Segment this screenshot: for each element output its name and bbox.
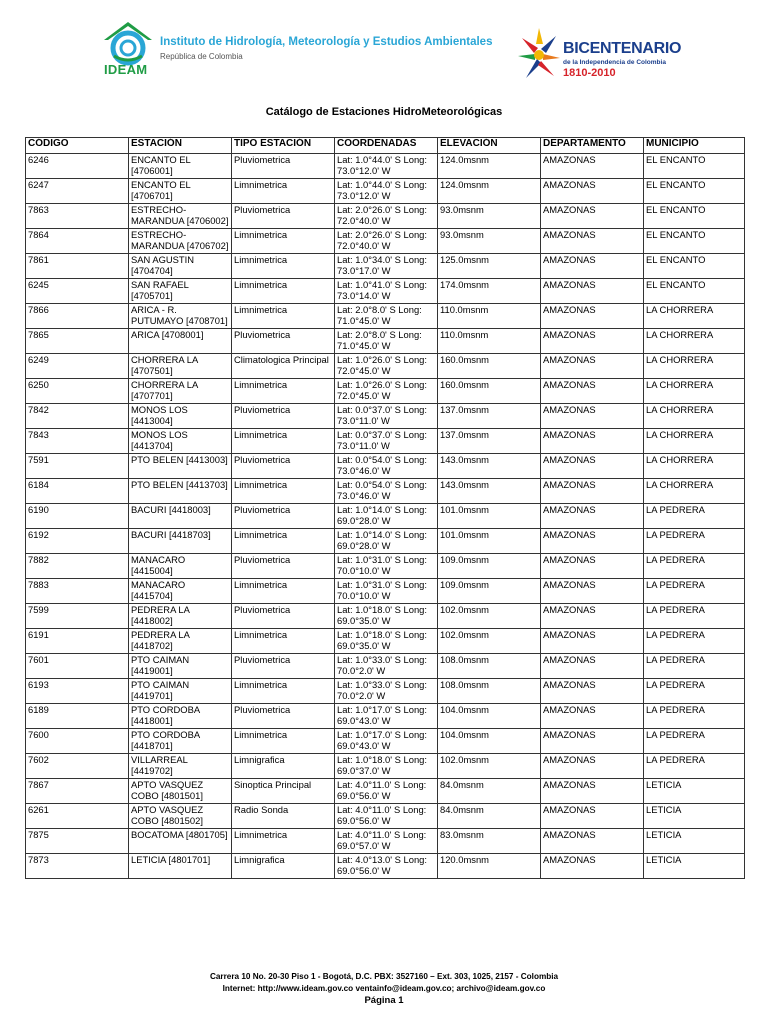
table-row (26, 254, 745, 279)
cell-station-type: Pluviometrica (232, 654, 335, 679)
cell-department: AMAZONAS (541, 454, 644, 479)
cell-coordinates: Lat: 0.0°37.0' S Long: 73.0°11.0' W (335, 404, 438, 429)
table-row (26, 654, 745, 679)
cell-municipality: LA PEDRERA (644, 729, 745, 754)
cell-coordinates: Lat: 0.0°37.0' S Long: 73.0°11.0' W (335, 429, 438, 454)
table-row (26, 429, 745, 454)
cell-elevation: 174.0msnm (438, 279, 541, 304)
bicentenario-title: BICENTENARIO (563, 40, 682, 57)
cell-department: AMAZONAS (541, 204, 644, 229)
cell-elevation: 101.0msnm (438, 504, 541, 529)
cell-department: AMAZONAS (541, 629, 644, 654)
cell-municipality: LETICIA (644, 829, 745, 854)
footer-address: Carrera 10 No. 20-30 Piso 1 - Bogotá, D.C. PBX: 3527160 – Ext. 303, 1025, 2157 - Colombia (209, 972, 559, 981)
table-row (26, 854, 745, 879)
cell-station: ARICA - R. PUTUMAYO [4708701] (129, 304, 232, 329)
cell-code: 7875 (26, 829, 129, 854)
cell-coordinates: Lat: 0.0°54.0' S Long: 73.0°46.0' W (335, 454, 438, 479)
cell-station-type: Limnimetrica (232, 679, 335, 704)
table-row (26, 804, 745, 829)
footer-internet: Internet: http://www.ideam.gov.co ventainfo@ideam.gov.co; archivo@ideam.gov.co (222, 984, 546, 993)
cell-department: AMAZONAS (541, 854, 644, 879)
cell-department: AMAZONAS (541, 704, 644, 729)
cell-municipality: LA PEDRERA (644, 504, 745, 529)
cell-station-type: Climatologica Principal (232, 354, 335, 379)
table-row (26, 404, 745, 429)
cell-code: 7602 (26, 754, 129, 779)
cell-code: 6250 (26, 379, 129, 404)
cell-municipality: LA CHORRERA (644, 479, 745, 504)
cell-department: AMAZONAS (541, 179, 644, 204)
cell-elevation: 160.0msnm (438, 354, 541, 379)
cell-elevation: 108.0msnm (438, 679, 541, 704)
cell-code: 7591 (26, 454, 129, 479)
table-row (26, 204, 745, 229)
cell-code: 7864 (26, 229, 129, 254)
cell-municipality: LA PEDRERA (644, 529, 745, 554)
cell-station: ENCANTO EL [4706701] (129, 179, 232, 204)
table-row (26, 279, 745, 304)
cell-station-type: Limnimetrica (232, 229, 335, 254)
cell-elevation: 137.0msnm (438, 404, 541, 429)
cell-municipality: LA PEDRERA (644, 679, 745, 704)
table-row (26, 304, 745, 329)
cell-coordinates: Lat: 1.0°44.0' S Long: 73.0°12.0' W (335, 154, 438, 179)
table-row (26, 454, 745, 479)
cell-station-type: Limnimetrica (232, 254, 335, 279)
cell-municipality: LA CHORRERA (644, 379, 745, 404)
cell-municipality: LETICIA (644, 779, 745, 804)
cell-coordinates: Lat: 1.0°33.0' S Long: 70.0°2.0' W (335, 654, 438, 679)
cell-elevation: 102.0msnm (438, 604, 541, 629)
cell-code: 6193 (26, 679, 129, 704)
cell-station-type: Limnimetrica (232, 579, 335, 604)
cell-department: AMAZONAS (541, 154, 644, 179)
cell-department: AMAZONAS (541, 779, 644, 804)
cell-department: AMAZONAS (541, 254, 644, 279)
page-label: Página (364, 995, 396, 1006)
table-row (26, 229, 745, 254)
cell-station: CHORRERA LA [4707701] (129, 379, 232, 404)
cell-station-type: Pluviometrica (232, 504, 335, 529)
cell-code: 7861 (26, 254, 129, 279)
cell-elevation: 109.0msnm (438, 554, 541, 579)
column-header-station-type: TIPO ESTACIÓN (232, 138, 335, 154)
cell-coordinates: Lat: 4.0°11.0' S Long: 69.0°56.0' W (335, 779, 438, 804)
cell-station-type: Limnigrafica (232, 854, 335, 879)
cell-coordinates: Lat: 1.0°33.0' S Long: 70.0°2.0' W (335, 679, 438, 704)
cell-municipality: LETICIA (644, 854, 745, 879)
cell-municipality: EL ENCANTO (644, 279, 745, 304)
cell-municipality: LA CHORRERA (644, 304, 745, 329)
cell-code: 6245 (26, 279, 129, 304)
table-row (26, 679, 745, 704)
cell-station-type: Limnimetrica (232, 379, 335, 404)
cell-department: AMAZONAS (541, 229, 644, 254)
cell-coordinates: Lat: 2.0°26.0' S Long: 72.0°40.0' W (335, 229, 438, 254)
cell-station: PEDRERA LA [4418702] (129, 629, 232, 654)
cell-code: 7843 (26, 429, 129, 454)
cell-station-type: Pluviometrica (232, 704, 335, 729)
table-body (26, 154, 745, 879)
cell-coordinates: Lat: 1.0°34.0' S Long: 73.0°17.0' W (335, 254, 438, 279)
cell-code: 7600 (26, 729, 129, 754)
cell-elevation: 124.0msnm (438, 154, 541, 179)
cell-coordinates: Lat: 1.0°14.0' S Long: 69.0°28.0' W (335, 504, 438, 529)
cell-elevation: 83.0msnm (438, 829, 541, 854)
cell-municipality: EL ENCANTO (644, 154, 745, 179)
cell-department: AMAZONAS (541, 579, 644, 604)
cell-station-type: Pluviometrica (232, 554, 335, 579)
page-title: Catálogo de Estaciones HidroMeteorológicas (265, 106, 503, 118)
cell-station: PTO CORDOBA [4418001] (129, 704, 232, 729)
cell-station: MONOS LOS [4413004] (129, 404, 232, 429)
cell-station-type: Sinoptica Principal (232, 779, 335, 804)
page-number (0, 995, 768, 1007)
table-row (26, 479, 745, 504)
table-row (26, 729, 745, 754)
cell-municipality: EL ENCANTO (644, 254, 745, 279)
cell-station-type: Limnimetrica (232, 479, 335, 504)
cell-municipality: EL ENCANTO (644, 179, 745, 204)
cell-station: LETICIA [4801701] (129, 854, 232, 879)
cell-coordinates: Lat: 2.0°8.0' S Long: 71.0°45.0' W (335, 304, 438, 329)
cell-station-type: Pluviometrica (232, 604, 335, 629)
cell-department: AMAZONAS (541, 429, 644, 454)
cell-department: AMAZONAS (541, 729, 644, 754)
cell-code: 6184 (26, 479, 129, 504)
cell-station: ARICA [4708001] (129, 329, 232, 354)
cell-station-type: Pluviometrica (232, 204, 335, 229)
table-row (26, 179, 745, 204)
cell-municipality: LA CHORRERA (644, 454, 745, 479)
cell-station: SAN AGUSTIN [4704704] (129, 254, 232, 279)
ideam-logo-text: IDEAM (104, 62, 148, 77)
cell-station: APTO VASQUEZ COBO [4801502] (129, 804, 232, 829)
cell-elevation: 110.0msnm (438, 304, 541, 329)
cell-code: 7863 (26, 204, 129, 229)
table-row (26, 554, 745, 579)
table-row (26, 579, 745, 604)
cell-station: CHORRERA LA [4707501] (129, 354, 232, 379)
cell-municipality: LA PEDRERA (644, 754, 745, 779)
cell-station-type: Limnimetrica (232, 829, 335, 854)
cell-code: 6247 (26, 179, 129, 204)
cell-station-type: Limnimetrica (232, 279, 335, 304)
column-header-coordinates: COORDENADAS (335, 138, 438, 154)
cell-department: AMAZONAS (541, 679, 644, 704)
table-row (26, 604, 745, 629)
table-row (26, 329, 745, 354)
cell-station: ENCANTO EL [4706001] (129, 154, 232, 179)
cell-department: AMAZONAS (541, 304, 644, 329)
cell-elevation: 102.0msnm (438, 754, 541, 779)
cell-station: PTO BELEN [4413003] (129, 454, 232, 479)
cell-coordinates: Lat: 0.0°54.0' S Long: 73.0°46.0' W (335, 479, 438, 504)
table-row (26, 379, 745, 404)
cell-station: ESTRECHO-MARANDUA [4706702] (129, 229, 232, 254)
cell-station-type: Limnimetrica (232, 629, 335, 654)
cell-elevation: 109.0msnm (438, 579, 541, 604)
cell-municipality: LA PEDRERA (644, 554, 745, 579)
cell-municipality: LA CHORRERA (644, 404, 745, 429)
cell-department: AMAZONAS (541, 479, 644, 504)
cell-municipality: LA CHORRERA (644, 329, 745, 354)
cell-station-type: Limnimetrica (232, 729, 335, 754)
page-header (0, 0, 768, 100)
cell-municipality: EL ENCANTO (644, 229, 745, 254)
cell-department: AMAZONAS (541, 329, 644, 354)
table-row (26, 154, 745, 179)
cell-station: PTO CORDOBA [4418701] (129, 729, 232, 754)
cell-coordinates: Lat: 1.0°18.0' S Long: 69.0°35.0' W (335, 604, 438, 629)
cell-coordinates: Lat: 2.0°26.0' S Long: 72.0°40.0' W (335, 204, 438, 229)
cell-elevation: 110.0msnm (438, 329, 541, 354)
cell-station-type: Limnigrafica (232, 754, 335, 779)
cell-elevation: 120.0msnm (438, 854, 541, 879)
cell-coordinates: Lat: 1.0°17.0' S Long: 69.0°43.0' W (335, 729, 438, 754)
cell-station-type: Pluviometrica (232, 154, 335, 179)
cell-department: AMAZONAS (541, 354, 644, 379)
table-row (26, 504, 745, 529)
cell-station: SAN RAFAEL [4705701] (129, 279, 232, 304)
cell-station: VILLARREAL [4419702] (129, 754, 232, 779)
column-header-elevation: ELEVACIÓN (438, 138, 541, 154)
table-row (26, 354, 745, 379)
cell-coordinates: Lat: 1.0°31.0' S Long: 70.0°10.0' W (335, 554, 438, 579)
cell-elevation: 84.0msnm (438, 779, 541, 804)
cell-coordinates: Lat: 1.0°18.0' S Long: 69.0°35.0' W (335, 629, 438, 654)
cell-municipality: EL ENCANTO (644, 204, 745, 229)
cell-elevation: 102.0msnm (438, 629, 541, 654)
cell-municipality: LA PEDRERA (644, 654, 745, 679)
cell-municipality: LA CHORRERA (644, 354, 745, 379)
cell-code: 6190 (26, 504, 129, 529)
cell-department: AMAZONAS (541, 279, 644, 304)
cell-station: APTO VASQUEZ COBO [4801501] (129, 779, 232, 804)
table-row (26, 829, 745, 854)
table-row (26, 529, 745, 554)
column-header-station: ESTACIÓN (129, 138, 232, 154)
cell-municipality: LA PEDRERA (644, 629, 745, 654)
cell-elevation: 104.0msnm (438, 729, 541, 754)
column-header-municipality: MUNICIPIO (644, 138, 745, 154)
cell-code: 7873 (26, 854, 129, 879)
cell-code: 6189 (26, 704, 129, 729)
cell-code: 7865 (26, 329, 129, 354)
cell-municipality: LA PEDRERA (644, 579, 745, 604)
cell-department: AMAZONAS (541, 404, 644, 429)
cell-elevation: 124.0msnm (438, 179, 541, 204)
cell-code: 7866 (26, 304, 129, 329)
bicentenario-subtitle: de la Independencia de Colombia (563, 59, 666, 66)
cell-code: 7867 (26, 779, 129, 804)
cell-station: ESTRECHO-MARANDUA [4706002] (129, 204, 232, 229)
cell-code: 6249 (26, 354, 129, 379)
cell-coordinates: Lat: 2.0°8.0' S Long: 71.0°45.0' W (335, 329, 438, 354)
cell-station-type: Limnimetrica (232, 529, 335, 554)
cell-municipality: LA PEDRERA (644, 604, 745, 629)
cell-coordinates: Lat: 1.0°44.0' S Long: 73.0°12.0' W (335, 179, 438, 204)
cell-station-type: Radio Sonda (232, 804, 335, 829)
cell-department: AMAZONAS (541, 379, 644, 404)
cell-station: MANACARO [4415004] (129, 554, 232, 579)
cell-code: 7842 (26, 404, 129, 429)
cell-elevation: 84.0msnm (438, 804, 541, 829)
cell-station: BACURI [4418003] (129, 504, 232, 529)
cell-coordinates: Lat: 4.0°11.0' S Long: 69.0°56.0' W (335, 804, 438, 829)
cell-elevation: 93.0msnm (438, 229, 541, 254)
table-row (26, 704, 745, 729)
cell-department: AMAZONAS (541, 804, 644, 829)
cell-elevation: 143.0msnm (438, 479, 541, 504)
cell-department: AMAZONAS (541, 604, 644, 629)
cell-municipality: LA PEDRERA (644, 704, 745, 729)
cell-station-type: Pluviometrica (232, 404, 335, 429)
cell-station: BACURI [4418703] (129, 529, 232, 554)
cell-department: AMAZONAS (541, 754, 644, 779)
cell-code: 6246 (26, 154, 129, 179)
cell-elevation: 160.0msnm (438, 379, 541, 404)
cell-elevation: 108.0msnm (438, 654, 541, 679)
institute-name: Instituto de Hidrología, Meteorología y Estudios Ambientales (160, 36, 493, 48)
cell-department: AMAZONAS (541, 504, 644, 529)
cell-coordinates: Lat: 1.0°26.0' S Long: 72.0°45.0' W (335, 354, 438, 379)
cell-elevation: 137.0msnm (438, 429, 541, 454)
cell-elevation: 93.0msnm (438, 204, 541, 229)
cell-code: 7882 (26, 554, 129, 579)
cell-department: AMAZONAS (541, 529, 644, 554)
cell-code: 6191 (26, 629, 129, 654)
table-header-row (26, 138, 745, 154)
cell-code: 6261 (26, 804, 129, 829)
cell-coordinates: Lat: 1.0°14.0' S Long: 69.0°28.0' W (335, 529, 438, 554)
cell-department: AMAZONAS (541, 654, 644, 679)
cell-coordinates: Lat: 1.0°31.0' S Long: 70.0°10.0' W (335, 579, 438, 604)
cell-code: 7601 (26, 654, 129, 679)
cell-department: AMAZONAS (541, 829, 644, 854)
cell-code: 6192 (26, 529, 129, 554)
cell-coordinates: Lat: 1.0°26.0' S Long: 72.0°45.0' W (335, 379, 438, 404)
cell-code: 7599 (26, 604, 129, 629)
cell-municipality: LETICIA (644, 804, 745, 829)
cell-coordinates: Lat: 4.0°13.0' S Long: 69.0°56.0' W (335, 854, 438, 879)
cell-elevation: 101.0msnm (438, 529, 541, 554)
table-row (26, 629, 745, 654)
cell-station: MANACARO [4415704] (129, 579, 232, 604)
page-number-value: 1 (398, 995, 404, 1006)
table-row (26, 779, 745, 804)
cell-code: 7883 (26, 579, 129, 604)
table-row (26, 754, 745, 779)
cell-coordinates: Lat: 1.0°18.0' S Long: 69.0°37.0' W (335, 754, 438, 779)
station-catalog-table (25, 137, 745, 879)
cell-coordinates: Lat: 1.0°17.0' S Long: 69.0°43.0' W (335, 704, 438, 729)
column-header-department: DEPARTAMENTO (541, 138, 644, 154)
cell-station: PTO BELEN [4413703] (129, 479, 232, 504)
column-header-code: CÓDIGO (26, 138, 129, 154)
cell-elevation: 104.0msnm (438, 704, 541, 729)
bicentenario-emblem-icon (514, 24, 564, 86)
page-footer (0, 971, 768, 1007)
cell-station: PTO CAIMAN [4419001] (129, 654, 232, 679)
cell-elevation: 125.0msnm (438, 254, 541, 279)
bicentenario-years: 1810-2010 (563, 67, 616, 79)
cell-station-type: Limnimetrica (232, 179, 335, 204)
cell-station: PEDRERA LA [4418002] (129, 604, 232, 629)
institute-subtitle: República de Colombia (160, 52, 243, 61)
cell-coordinates: Lat: 1.0°41.0' S Long: 73.0°14.0' W (335, 279, 438, 304)
cell-coordinates: Lat: 4.0°11.0' S Long: 69.0°57.0' W (335, 829, 438, 854)
cell-elevation: 143.0msnm (438, 454, 541, 479)
cell-station-type: Pluviometrica (232, 454, 335, 479)
cell-station-type: Pluviometrica (232, 329, 335, 354)
cell-department: AMAZONAS (541, 554, 644, 579)
cell-station-type: Limnimetrica (232, 304, 335, 329)
cell-station: BOCATOMA [4801705] (129, 829, 232, 854)
cell-station: MONOS LOS [4413704] (129, 429, 232, 454)
cell-station: PTO CAIMAN [4419701] (129, 679, 232, 704)
cell-municipality: LA CHORRERA (644, 429, 745, 454)
cell-station-type: Limnimetrica (232, 429, 335, 454)
